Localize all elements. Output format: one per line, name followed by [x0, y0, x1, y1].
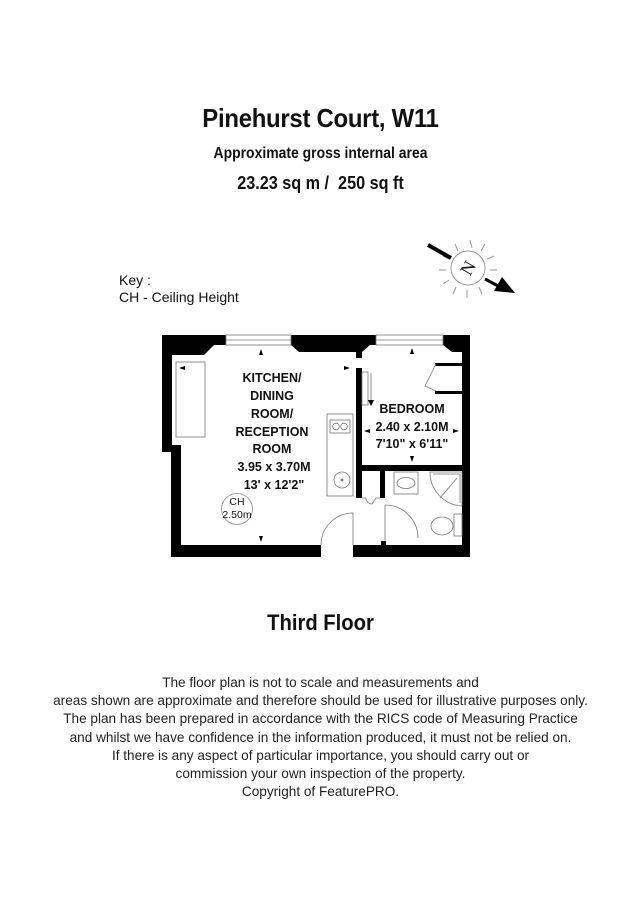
svg-text:ROOM: ROOM — [252, 442, 292, 456]
key-heading: Key : — [119, 272, 151, 288]
svg-text:CH: CH — [229, 496, 245, 508]
kitchen-label — [236, 371, 311, 492]
disclaimer-line: and whilst we have confidence in the information produced, it must not be relied on. — [69, 729, 572, 745]
floor-label: Third Floor — [267, 610, 374, 635]
svg-text:RECEPTION: RECEPTION — [235, 425, 309, 439]
svg-text:N: N — [456, 257, 480, 279]
wardrobe — [176, 362, 205, 437]
bathroom-fixtures — [362, 472, 462, 541]
copyright: Copyright of FeaturePRO. — [241, 784, 400, 800]
disclaimer-line: The floor plan is not to scale and measurements and — [162, 675, 479, 690]
svg-text:ROOM/: ROOM/ — [250, 407, 294, 421]
kitchen-counter — [327, 414, 353, 496]
svg-text:13' x 12'2": 13' x 12'2" — [243, 478, 305, 492]
disclaimer — [0, 674, 641, 801]
disclaimer-line: commission your own inspection of the property. — [175, 766, 466, 782]
area-value: 23.23 sq m / 250 sq ft — [237, 173, 404, 193]
area-subtitle: Approximate gross internal area — [213, 145, 428, 162]
bedroom-label — [376, 402, 449, 451]
disclaimer-line: areas shown are approximate and therefore should be used for illustrative purposes only. — [53, 693, 588, 709]
svg-text:7'10" x 6'11": 7'10" x 6'11" — [375, 437, 449, 451]
svg-text:3.95 x 3.70M: 3.95 x 3.70M — [237, 460, 311, 474]
svg-text:DINING: DINING — [250, 389, 294, 403]
disclaimer-line: The plan has been prepared in accordance with the RICS code of Measuring Practice — [63, 711, 578, 727]
key-item-ceiling-height: CH - Ceiling Height — [119, 289, 239, 305]
disclaimer-line: If there is any aspect of particular importance, you should carry out or — [111, 747, 530, 763]
svg-text:2.40 x 2.10M: 2.40 x 2.10M — [375, 420, 449, 434]
north-arrow-icon — [428, 240, 515, 298]
bedroom-wardrobe — [425, 363, 463, 394]
svg-text:BEDROOM: BEDROOM — [379, 402, 445, 416]
svg-text:KITCHEN/: KITCHEN/ — [242, 371, 302, 385]
svg-text:2.50m: 2.50m — [222, 509, 252, 521]
property-title: Pinehurst Court, W11 — [202, 103, 439, 133]
ceiling-height-marker — [222, 494, 253, 525]
entrance-door — [321, 513, 353, 545]
